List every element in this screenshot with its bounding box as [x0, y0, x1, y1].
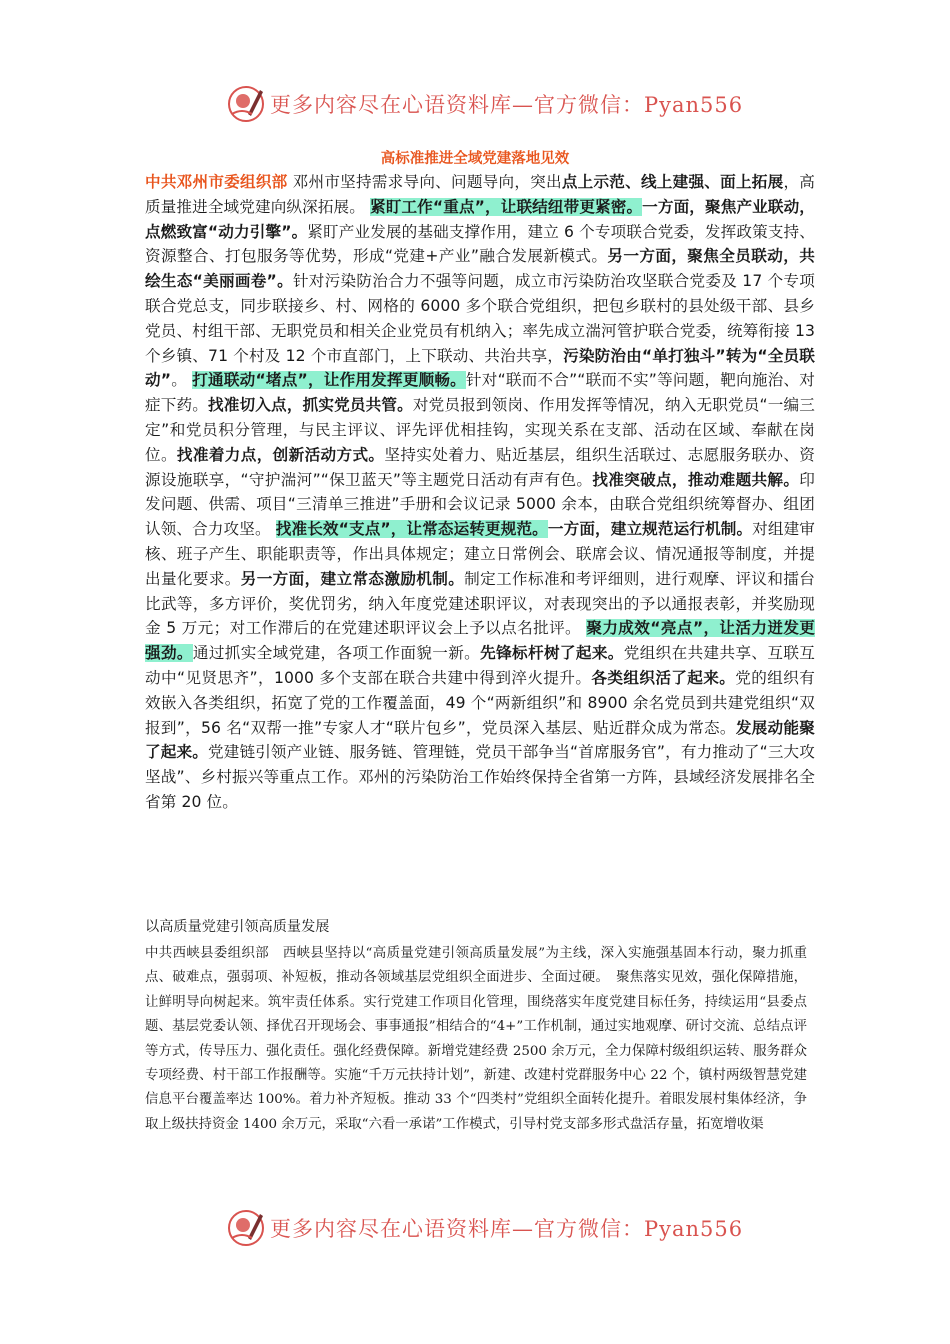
article1-title: 高标准推进全域党建落地见效 [380, 151, 570, 167]
highlight-heading: 聚力成效“亮点”，让活力迸发更强劲。 [145, 619, 815, 663]
banner-text: 更多内容尽在心语资料库—官方微信：Pyan556 [270, 93, 744, 117]
body-text: 制定工作标准和考评细则，进行观摩、评议和擂台比武等，多方评价，奖优罚劣，纳入年度党建述职评议，对表现突出的予以通报表彰，并奖励现金 5 万元；对工作滞后的在党建述职评议会上予以点名批评。 [145, 569, 815, 638]
highlight-heading: 找准长效“支点”，让常态运转更规范。 [275, 520, 548, 539]
body-text: 紧盯产业发展的基础支撑作用，建立 6 个专项联合党委，发挥政策支持、资源整合、打包服务等优势，形成“党建+产业”融合发展新模式。 [145, 222, 815, 266]
bold-phrase: 污染防治由“单打独斗”转为“全员联动” [145, 346, 816, 390]
bold-phrase: 点上示范、线上建强、面上拓展 [561, 173, 784, 191]
body-text: 对党员报到领岗、作用发挥等情况，纳入无职党员“一编三定”和党员积分管理，与民主评议、评先评优相挂钩，实现关系在支部、活动在区域、奉献在岗位。 [145, 396, 815, 464]
bold-phrase: 先锋标杆树了起来。 [480, 644, 624, 663]
bold-phrase: 一方面，聚焦产业联动，点燃致富“动力引擎”。 [145, 197, 815, 241]
bold-phrase: 一方面，建立规范运行机制。 [547, 520, 753, 539]
body-text: 邓州市坚持需求导向、问题导向，突出 [287, 173, 562, 191]
pen-logo-icon [226, 84, 266, 124]
article1-org: 中共邓州市委组织部 [145, 173, 288, 191]
article1-body [145, 170, 815, 815]
bold-phrase: 找准突破点，推动难题共解。 [592, 470, 800, 489]
body-text: 针对“联而不合”“联而不实”等问题，靶向施治、对症下药。 [145, 371, 815, 415]
body-text: 通过抓实全域党建，各项工作面貌一新。 [192, 644, 481, 663]
body-text: 印发问题、供需、项目“三清单三推进”手册和会议记录 5000 余本，由联合党组织统筹督办、组团认领、合力攻坚。 [145, 470, 815, 539]
header-banner [226, 84, 746, 124]
body-text: 。 [171, 371, 193, 390]
highlight-heading: 紧盯工作“重点”，让联结纽带更紧密。 [370, 197, 643, 216]
highlight-heading: 打通联动“堵点”，让作用发挥更顺畅。 [192, 371, 466, 390]
article2-body: 中共西峡县委组织部 西峡县坚持以“高质量党建引领高质量发展”为主线，深入实施强基固本行动，聚力抓重点、破难点，强弱项、补短板，推动各领域基层党组织全面进步、全面过硬。 聚焦落实见效，强化保障措施，让鲜明导向树起来。筑牢责任体系。实行党建工作项目化管理，围绕落实年度党建目标任务，持续运用“县委点题、基层党委认领、择优召开现场会、事事通报”相结合的“4+”工作机制，通过实地观摩、研讨交流、总结点评等方式，传导压力、强化责任。强化经费保障。新增党建经费 2500 余万元，全力保障村级组织运转、服务群众专项经费、村干部工作报酬等。实施“千万元扶持计划”，新建、改建村党群服务中心 22 个，镇村两级智慧党建信息平台覆盖率达 100%。着力补齐短板。推动 33 个“四类村”党组织全面转化提升。着眼发展村集体经济，争取上级扶持资金 1400 余万元，采取“六看一承诺”工作模式，引导村党支部多形式盘活存量，拓宽增收渠 [145, 946, 807, 1132]
body-text: 党建链引领产业链、服务链、管理链，党员干部争当“首席服务官”，有力推动了“三大攻坚战”、乡村振兴等重点工作。邓州的污染防治工作始终保持全省第一方阵，县域经济发展排名全省第 20 位。 [145, 743, 815, 811]
body-text: ，高质量推进全域党建向纵深拓展。 [145, 173, 815, 216]
bold-phrase: 发展动能聚了起来。 [145, 718, 815, 762]
body-text: 对组建审核、班子产生、职能职责等，作出具体规定；建立日常例会、联席会议、情况通报等制度，并提出量化要求。 [145, 520, 816, 588]
body-text: 党的组织有效嵌入各类组织，拓宽了党的工作覆盖面，49 个“两新组织”和 8900 余名党员到共建党组织“双报到”，56 名“双帮一推”专家人才“联片包乡”，党员深入基层、贴近群众成为常态。 [145, 668, 815, 737]
footer-banner [226, 1208, 746, 1248]
bold-phrase: 找准切入点，抓实党员共管。 [208, 396, 413, 415]
bold-phrase: 另一方面，聚焦全员联动，共绘生态“美丽画卷”。 [145, 247, 815, 291]
pen-logo-icon [226, 1208, 266, 1248]
bold-phrase: 找准着力点，创新活动方式。 [176, 445, 385, 464]
body-text: 党组织在共建共享、互联互动中“见贤思齐”，1000 多个支部在联合共建中得到淬火提升。 [145, 644, 815, 687]
body-text: 针对污染防治合力不强等问题，成立市污染防治攻坚联合党委及 17 个专项联合党总支，同步联接乡、村、网格的 6000 多个联合党组织，把包乡联村的县处级干部、县乡党员、村组干部、无职党员和相关企业党员有机纳入；率先成立湍河管护联合党委，统筹衔接 13 个乡镇、71 个村及 12 个市直部门，上下联动、共治共享， [145, 272, 815, 365]
bold-phrase: 另一方面，建立常态激励机制。 [240, 569, 465, 588]
article2-title: 以高质量党建引领高质量发展 [145, 919, 330, 935]
article1-text [145, 173, 815, 811]
bold-phrase: 各类组织活了起来。 [591, 668, 736, 687]
banner-text: 更多内容尽在心语资料库—官方微信：Pyan556 [270, 1217, 744, 1241]
body-text: 坚持实处着力、贴近基层，组织生活联过、志愿服务联办、资源设施联享，“守护湍河”“保卫蓝天”等主题党日活动有声有色。 [145, 445, 815, 489]
